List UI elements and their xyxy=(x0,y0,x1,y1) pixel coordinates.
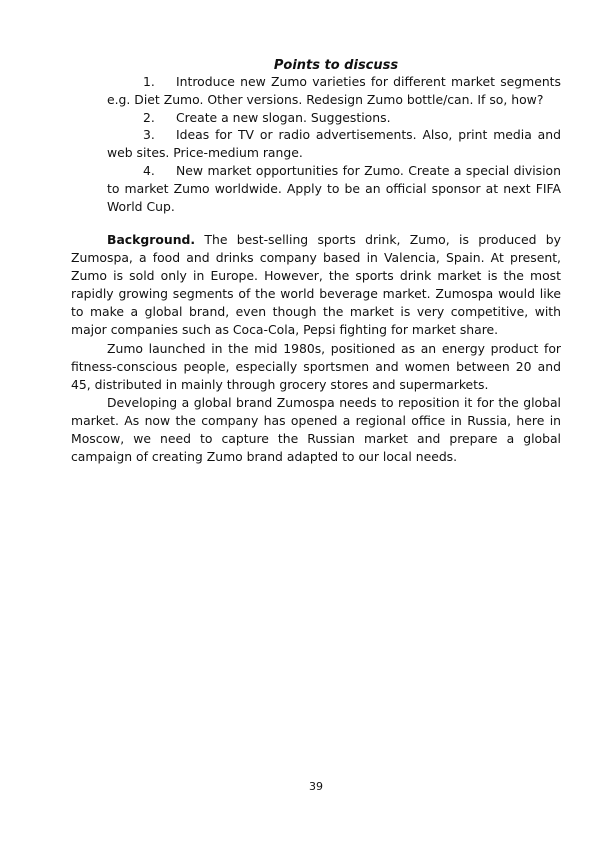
list-item-number: 3. xyxy=(143,127,155,143)
body-text xyxy=(71,231,561,466)
list-item xyxy=(107,162,561,215)
list-item-number: 2. xyxy=(143,109,155,125)
list-item xyxy=(107,109,561,127)
launch-paragraph: Zumo launched in the mid 1980s, positioned as an energy product for fitness-conscious people, especially sportsmen and women between 20 and 45, distributed in mainly through grocery stores and supermarkets. xyxy=(71,340,561,392)
list-item xyxy=(107,126,561,162)
background-paragraph xyxy=(71,231,561,340)
list-item-text: New market opportunities for Zumo. Create a special division to market Zumo worldwide. Apply to be an official sponsor at next FIFA World Cup. xyxy=(107,162,561,214)
page-number: 39 xyxy=(309,780,323,793)
section-heading: Points to discuss xyxy=(273,58,399,73)
list-item-text: Introduce new Zumo varieties for different market segments e.g. Diet Zumo. Other versions. Redesign Zumo bottle/can. If so, how? xyxy=(107,74,561,107)
discussion-points-list xyxy=(107,73,561,215)
brand-paragraph: Developing a global brand Zumospa needs to reposition it for the global market. As now the company has opened a regional office in Russia, here in Moscow, we need to capture the Russian market and prepare a global campaign of creating Zumo brand adapted to our local needs. xyxy=(71,394,561,465)
list-item-number: 1. xyxy=(143,74,155,89)
list-item-text: Create a new slogan. Suggestions. xyxy=(176,109,391,125)
list-item xyxy=(107,73,561,109)
background-text: The best-selling sports drink, Zumo, is produced by Zumospa, a food and drinks company based in Valencia, Spain. At present, Zumo is sold only in Europe. However, the sports drink market is the most rapidly growing segments of the world beverage market. Zumospa would like to make a global brand, even though the market is very competitive, with major companies such as Coca-Cola, Pepsi fighting for market share. xyxy=(71,232,561,338)
background-lead: Background. xyxy=(107,232,196,247)
list-item-text: Ideas for TV or radio advertisements. Also, print media and web sites. Price-medium range. xyxy=(107,127,561,161)
list-item-number: 4. xyxy=(143,162,155,178)
